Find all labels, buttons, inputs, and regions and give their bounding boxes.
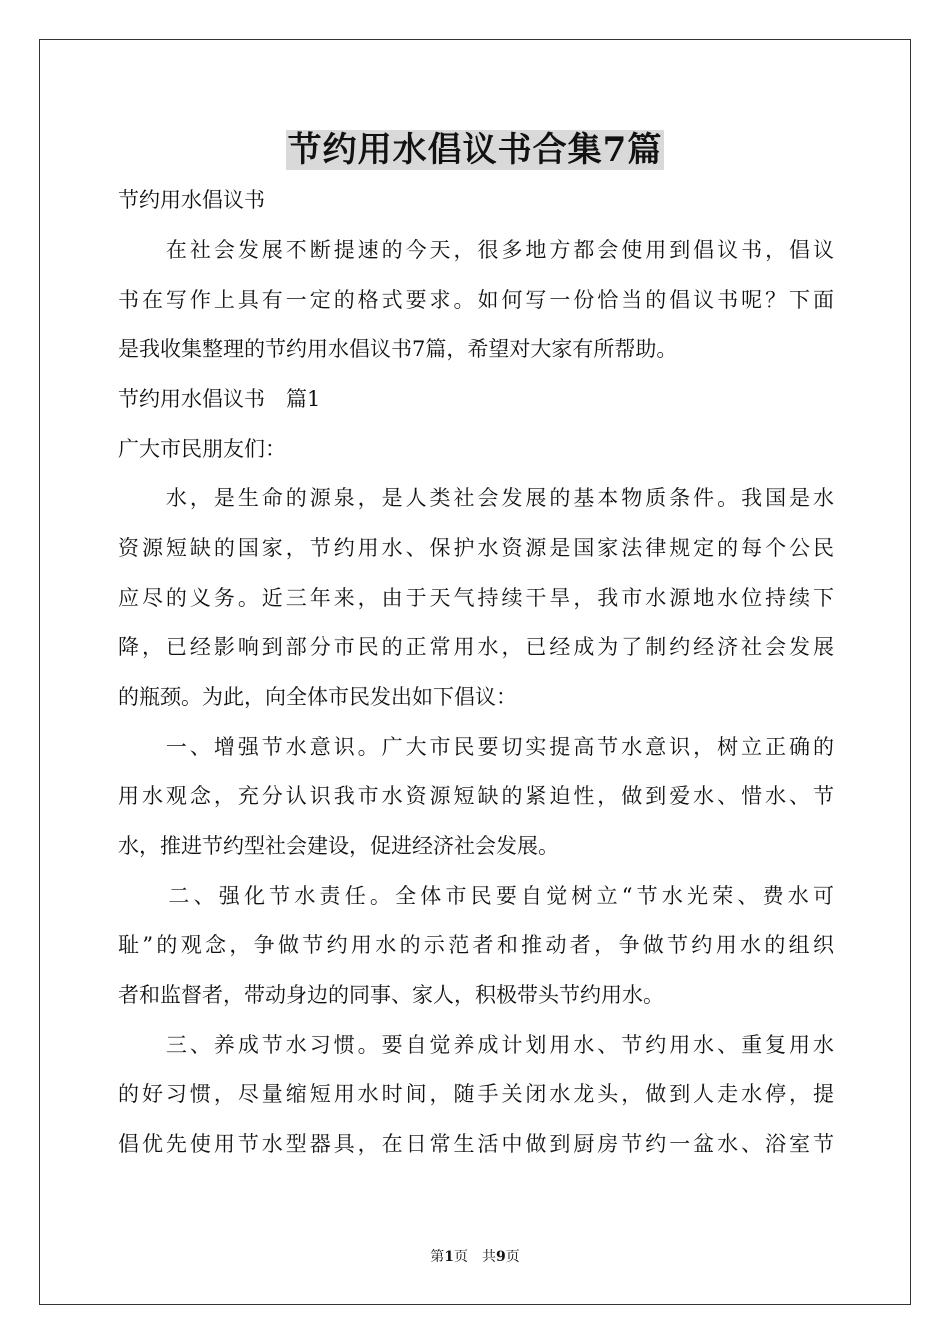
text-line: 水，推进节约型社会建设，促进经济社会发展。 (118, 834, 559, 858)
page-number: 1 (444, 1249, 454, 1265)
page-footer: 第1页 共9页 (430, 1249, 520, 1265)
text-line: 书在写作上具有一定的格式要求。如何写一份恰当的倡议书呢？下面 (118, 288, 834, 312)
text-line: 的瓶颈。为此，向全体市民发出如下倡议： (118, 685, 517, 709)
document-title: 节约用水倡议书合集7篇 (287, 130, 663, 170)
text-line: 降，已经影响到部分市民的正常用水，已经成为了制约经济社会发展 (118, 635, 834, 659)
section-heading: 节约用水倡议书 篇1 (118, 387, 321, 411)
text-line: 一、增强节水意识。广大市民要切实提高节水意识，树立正确的 (118, 735, 834, 759)
subtitle-line: 节约用水倡议书 (118, 188, 265, 212)
text-line: 是我收集整理的节约用水倡议书7篇，希望对大家有所帮助。 (118, 337, 678, 361)
text-line: 的好习惯，尽量缩短用水时间，随手关闭水龙头，做到人走水停，提 (118, 1082, 834, 1106)
page-total: 9 (496, 1249, 506, 1265)
text-line: 在社会发展不断提速的今天，很多地方都会使用到倡议书，倡议 (118, 238, 834, 262)
text-line: 倡优先使用节水型器具，在日常生活中做到厨房节约一盆水、浴室节 (118, 1132, 834, 1156)
text-line: 二、强化节水责任。全体市民要自觉树立“节水光荣、费水可 (118, 884, 834, 908)
salutation: 广大市民朋友们： (118, 437, 286, 461)
text-line: 资源短缺的国家，节约用水、保护水资源是国家法律规定的每个公民 (118, 536, 834, 560)
text-line: 者和监督者，带动身边的同事、家人，积极带头节约用水。 (118, 983, 664, 1007)
text-line: 水，是生命的源泉，是人类社会发展的基本物质条件。我国是水 (118, 486, 834, 510)
text-line: 耻”的观念，争做节约用水的示范者和推动者，争做节约用水的组织 (118, 933, 834, 957)
text-line: 三、养成节水习惯。要自觉养成计划用水、节约用水、重复用水 (118, 1033, 834, 1057)
page-border (39, 39, 911, 1305)
text-line: 应尽的义务。近三年来，由于天气持续干旱，我市水源地水位持续下 (118, 586, 834, 610)
text-line: 用水观念，充分认识我市水资源短缺的紧迫性，做到爱水、惜水、节 (118, 784, 834, 808)
